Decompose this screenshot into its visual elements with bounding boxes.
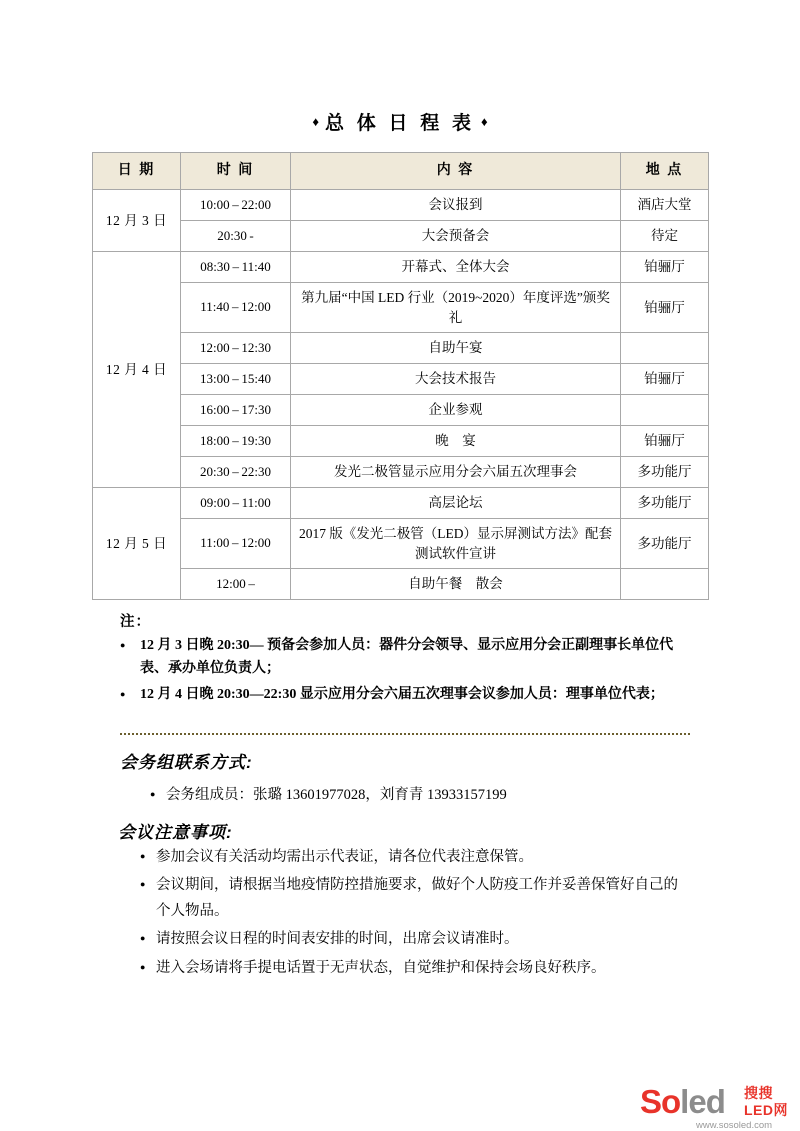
list-item [120,683,700,706]
cell-time: 16:00 – 17:30 [181,395,291,426]
table-header-row [93,153,709,190]
cell-content: 企业参观 [291,395,621,426]
cell-place: 铂骊厅 [621,283,709,333]
contact-text: 会务组成员：张璐 13601977028，刘育青 13933157199 [166,787,507,803]
cell-content: 发光二极管显示应用分会六届五次理事会 [291,457,621,488]
cell-date: 12 月 3 日 [93,190,181,252]
cell-content: 晚 宴 [291,426,621,457]
table-row [93,488,709,519]
page-title [0,108,800,135]
cell-time: 10:00 – 22:00 [181,190,291,221]
cell-time: 12:00 – [181,569,291,600]
cell-time: 08:30 – 11:40 [181,252,291,283]
table-row [93,252,709,283]
table-row [93,426,709,457]
cell-time: 11:40 – 12:00 [181,283,291,333]
cell-time: 13:00 – 15:40 [181,364,291,395]
table-row [93,457,709,488]
table-row [93,569,709,600]
cell-content: 2017 版《发光二极管（LED）显示屏测试方法》配套测试软件宣讲 [291,519,621,569]
cell-content: 自助午宴 [291,333,621,364]
column-header-content: 内 容 [291,153,621,190]
cell-date: 12 月 4 日 [93,252,181,488]
logo-led-text: led [680,1083,725,1120]
footer-logo [640,1085,790,1131]
notice-text: ● 进入会场请将手提电话置于无声状态，自觉维护和保持会场良好秩序。 [156,959,606,976]
table-row [93,190,709,221]
table-row [93,221,709,252]
cell-content: 大会技术报告 [291,364,621,395]
cell-content: 第九届“中国 LED 行业（2019~2020）年度评选”颁奖礼 [291,283,621,333]
table-row [93,519,709,569]
logo-so-text: So [640,1083,681,1120]
cell-time: 20:30 – 22:30 [181,457,291,488]
logo-cn-line1: 搜搜 [744,1085,773,1101]
cell-date: 12 月 5 日 [93,488,181,600]
column-header-date: 日 期 [93,153,181,190]
cell-place: 铂骊厅 [621,426,709,457]
cell-place: 多功能厅 [621,457,709,488]
cell-content: 高层论坛 [291,488,621,519]
section-divider [120,733,690,735]
cell-place: 待定 [621,221,709,252]
cell-place: 铂骊厅 [621,364,709,395]
note-text: ● 12 月 4 日晚 20:30—22:30 显示应用分会六届五次理事会议参加人员：理事单位代表； [140,687,664,703]
cell-content: 会议报到 [291,190,621,221]
column-header-time: 时 间 [181,153,291,190]
cell-time: 11:00 – 12:00 [181,519,291,569]
cell-place: 铂骊厅 [621,252,709,283]
column-header-place: 地 点 [621,153,709,190]
logo-wordmark [640,1085,725,1118]
cell-place [621,333,709,364]
logo-chinese-text [744,1085,788,1118]
list-item [140,845,685,870]
contact-section-title: 会务组联系方式: [120,753,253,772]
table-row [93,333,709,364]
notice-list [140,845,685,984]
table-row [93,364,709,395]
schedule-table-container [92,152,708,600]
cell-content: 开幕式、全体大会 [291,252,621,283]
notice-text: ● 请按照会议日程的时间表安排的时间，出席会议请准时。 [156,931,519,948]
title-text: 总 体 日 程 表 [324,113,475,134]
contact-list [150,783,670,811]
notes-section [120,610,700,709]
note-text: ● 12 月 3 日晚 20:30— 预备会参加人员：器件分会领导、显示应用分会正副理事长单位代表、承办单位负责人； [140,638,674,677]
title-decoration-left: ♦ [312,114,319,129]
cell-content: 自助午餐 散会 [291,569,621,600]
notes-heading: 注： [120,614,151,630]
title-decoration-right: ♦ [481,114,488,129]
notice-text: ● 会议期间，请根据当地疫情防控措施要求，做好个人防疫工作并妥善保管好自己的个人物品。 [156,877,678,919]
cell-time: 20:30 - [181,221,291,252]
cell-place [621,569,709,600]
cell-content: 大会预备会 [291,221,621,252]
logo-cn-line2: LED网 [744,1101,788,1118]
notes-list [120,634,700,706]
cell-time: 18:00 – 19:30 [181,426,291,457]
cell-time: 12:00 – 12:30 [181,333,291,364]
table-row [93,283,709,333]
list-item [140,927,685,952]
table-row [93,395,709,426]
cell-place: 多功能厅 [621,519,709,569]
list-item [150,783,670,808]
cell-place: 多功能厅 [621,488,709,519]
cell-time: 09:00 – 11:00 [181,488,291,519]
notice-section-title: 会议注意事项: [118,823,233,842]
list-item [140,873,685,924]
logo-url: www.sosoled.com [696,1120,773,1131]
cell-place: 酒店大堂 [621,190,709,221]
schedule-table [92,152,709,600]
list-item [120,634,700,680]
notice-text: ● 参加会议有关活动均需出示代表证，请各位代表注意保管。 [156,849,533,865]
list-item [140,956,685,981]
cell-place [621,395,709,426]
